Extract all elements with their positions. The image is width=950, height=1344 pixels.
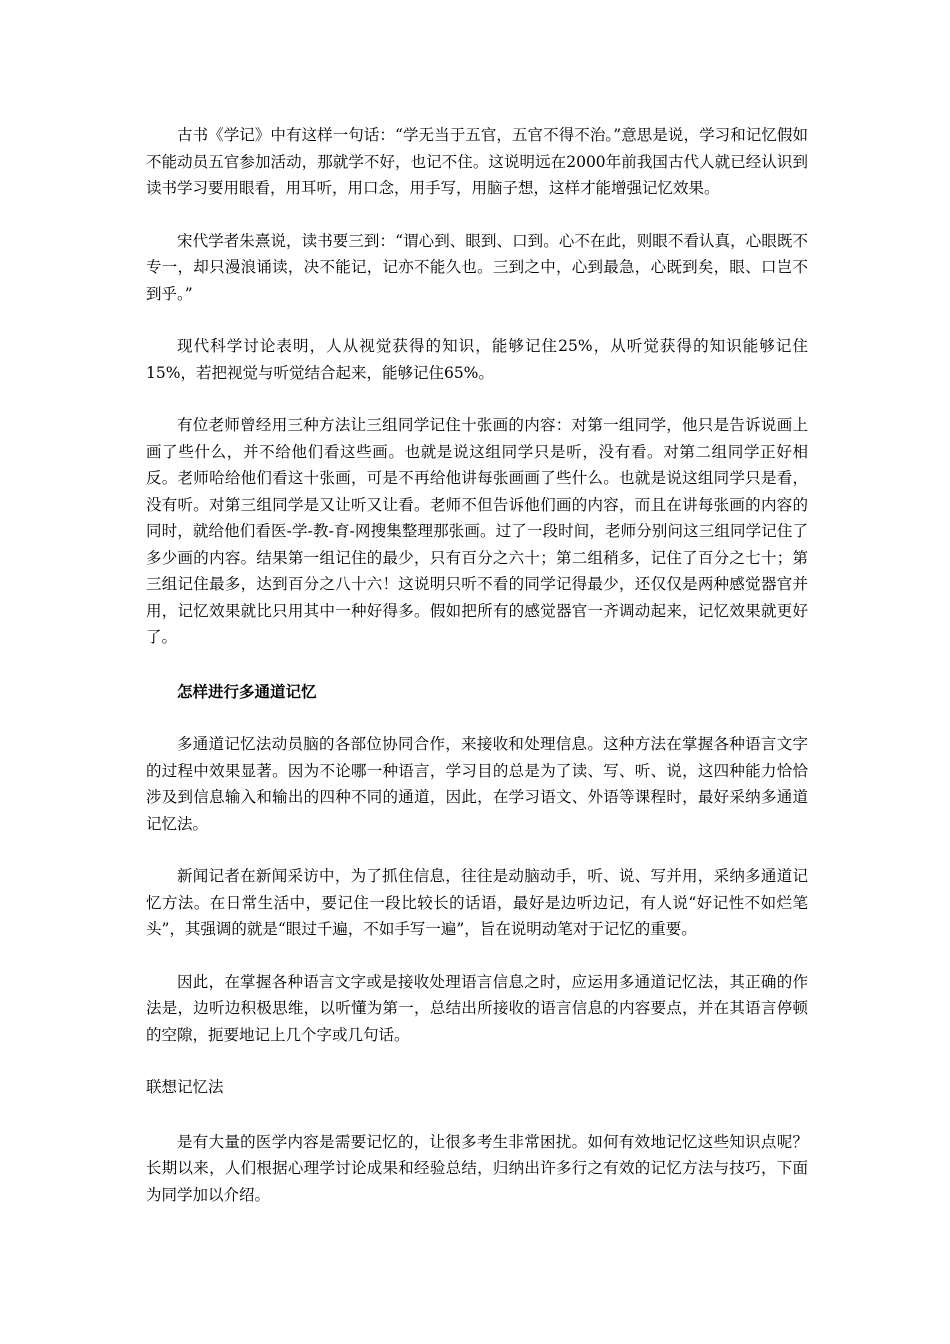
- document-body: [146, 122, 808, 1208]
- paragraph-multichannel-method: 多通道记忆法动员脑的各部位协同合作，来接收和处理信息。这种方法在掌握各种语言文字的过程中效果显著。因为不论哪一种语言，学习目的总是为了读、写、听、说，这四种能力恰恰涉及到信息输入和输出的四种不同的通道，因此，在学习语文、外语等课程时，最好采纳多通道记忆法。: [146, 735, 808, 833]
- paragraph-gap: [146, 307, 808, 333]
- paragraph-gap: [146, 837, 808, 863]
- paragraph-gap: [146, 202, 808, 228]
- section-heading-multichannel: 怎样进行多通道记忆: [177, 681, 317, 701]
- paragraph-gap: [146, 1101, 808, 1129]
- paragraph-gap: [146, 386, 808, 412]
- paragraph-zhuxi: 宋代学者朱熹说，读书要三到：“谓心到、眼到、口到。心不在此，则眼不看认真，心眼既不专一，却只漫浪诵读，决不能记，记亦不能久也。三到之中，心到最急，心既到矣，眼、口岂不到乎。”: [146, 231, 808, 303]
- paragraph-xueji: 古书《学记》中有这样一句话：“学无当于五官，五官不得不治。”意思是说，学习和记忆假如不能动员五官参加活动，那就学不好，也记不住。这说明远在2000年前我国古代人就已经认识到读书学习要用眼看，用耳听，用口念，用手写，用脑子想，这样才能增强记忆效果。: [146, 126, 808, 197]
- paragraph-science: 现代科学讨论表明，人从视觉获得的知识，能够记住25%，从听觉获得的知识能够记住15%，若把视觉与听觉结合起来，能够记住65%。: [146, 337, 808, 382]
- paragraph-association-intro: 是有大量的医学内容是需要记忆的，让很多考生非常困扰。如何有效地记忆这些知识点呢？长期以来，人们根据心理学讨论成果和经验总结，归纳出许多行之有效的记忆方法与技巧，下面为同学加以介绍。: [146, 1132, 808, 1204]
- paragraph-teacher-experiment: 有位老师曾经用三种方法让三组同学记住十张画的内容：对第一组同学，他只是告诉说画上画了些什么，并不给他们看这些画。也就是说这组同学只是听，没有看。对第二组同学正好相反。老师哈给他们看这十张画，可是不再给他讲每张画画了些什么。也就是说这组同学只是看，没有听。对第三组同学是又让听又让看。老师不但告诉他们画的内容，而且在讲每张画的内容的同时，就给他们看医-学-教-育-网搜集整理那张画。过了一段时间，老师分别问这三组同学记住了多少画的内容。结果第一组记住的最少，只有百分之六十；第二组稍多，记住了百分之七十；第三组记住最多，达到百分之八十六！这说明只听不看的同学记得最少，还仅仅是两种感觉器官并用，记忆效果就比只用其中一种好得多。假如把所有的感觉器官一齐调动起来，记忆效果就更好了。: [146, 416, 808, 646]
- section-heading-association: 联想记忆法: [146, 1078, 224, 1096]
- paragraph-journalist: 新闻记者在新闻采访中，为了抓住信息，往往是动脑动手，听、说、写并用，采纳多通道记忆方法。在日常生活中，要记住一段比较长的话语，最好是边听边记，有人说“好记性不如烂笔头”，其强调的就是“眼过千遍，不如手写一遍”，旨在说明动笔对于记忆的重要。: [146, 867, 808, 938]
- paragraph-conclusion: 因此，在掌握各种语言文字或是接收处理语言信息之时，应运用多通道记忆法，其正确的作法是，边听边积极思维，以听懂为第一，总结出所接收的语言信息的内容要点，并在其语言停顿的空隙，扼要地记上几个字或几句话。: [146, 972, 808, 1044]
- paragraph-gap: [146, 651, 808, 679]
- paragraph-gap: [146, 1048, 808, 1074]
- paragraph-gap: [146, 705, 808, 731]
- paragraph-gap: [146, 943, 808, 969]
